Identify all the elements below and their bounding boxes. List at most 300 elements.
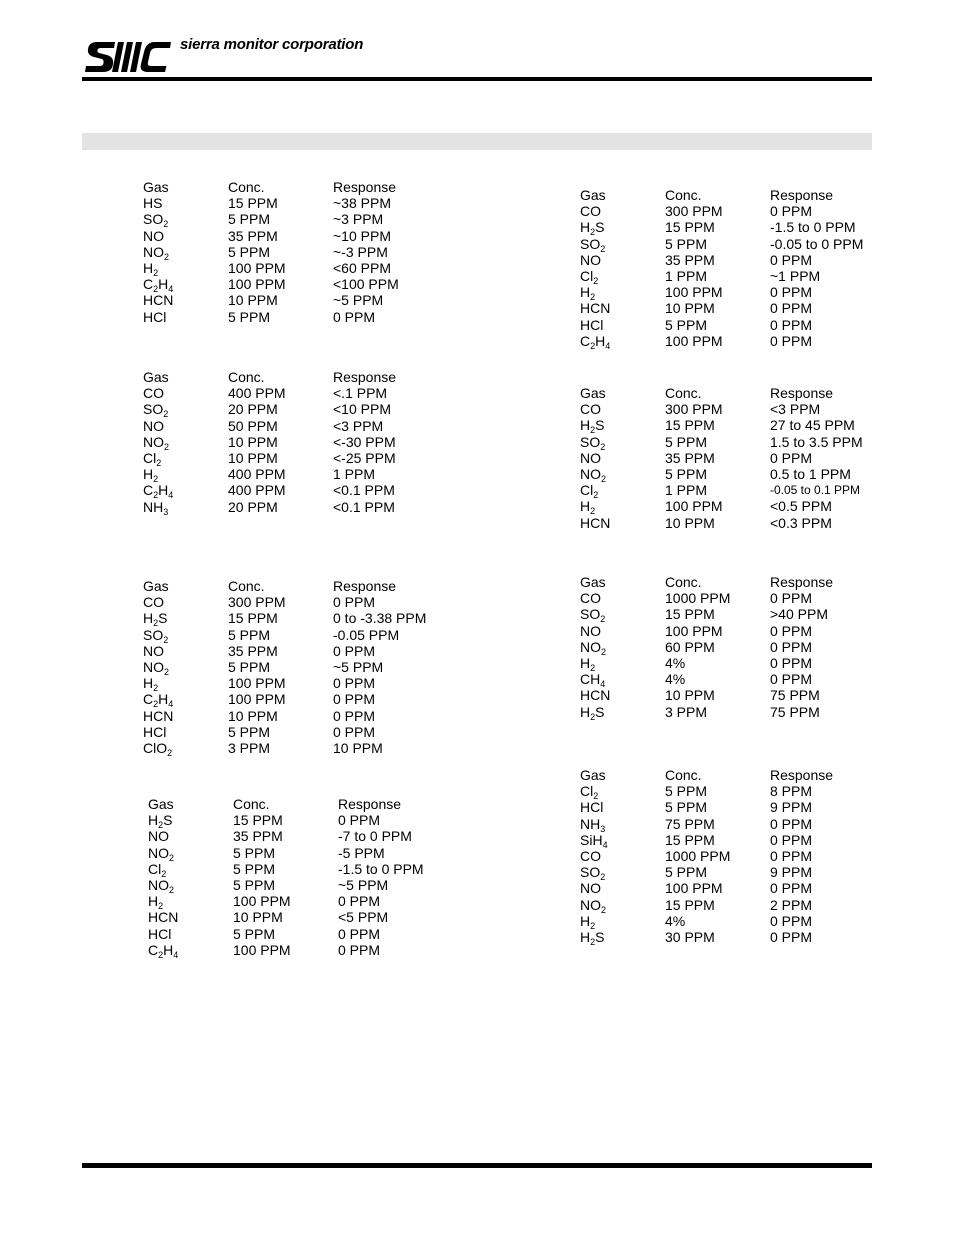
concentration-cell: 4% — [665, 912, 686, 929]
gas-cell: ClO$_2$ — [143, 740, 173, 759]
response-cell: 0.5 to 1 PPM — [770, 466, 851, 483]
concentration-cell: 60 PPM — [665, 638, 715, 655]
response-cell: 0 PPM — [770, 929, 813, 946]
column-header: Gas — [143, 179, 169, 195]
table-row — [580, 848, 833, 864]
gas-cell: $CH_4$ — [580, 671, 606, 690]
gas-cell: HCN — [580, 514, 611, 531]
gas-cell: HCN — [580, 300, 611, 317]
response-cell: 0 PPM — [770, 449, 813, 466]
concentration-cell: 10 PPM — [228, 707, 278, 724]
response-cell: <0.1 PPM — [333, 482, 395, 499]
cross-sensitivity-table-5 — [580, 187, 863, 349]
concentration-cell: 5 PPM — [665, 235, 708, 252]
footer-rule — [82, 1163, 872, 1168]
table-row — [580, 482, 863, 498]
table-row — [143, 659, 426, 675]
response-cell: -7 to 0 PPM — [338, 828, 412, 845]
table-row — [143, 708, 426, 724]
response-cell: >40 PPM — [770, 606, 828, 623]
table-row — [580, 623, 833, 639]
column-header: Conc. — [228, 369, 265, 385]
table-row — [580, 929, 833, 945]
response-cell: <60 PPM — [333, 260, 391, 277]
table-row — [143, 627, 426, 643]
table-row — [580, 284, 863, 300]
column-header: Response — [333, 179, 397, 195]
concentration-cell: 5 PPM — [665, 433, 708, 450]
response-cell: 9 PPM — [770, 864, 813, 881]
gas-cell: $NO_2$ — [143, 433, 170, 452]
concentration-cell: 10 PPM — [665, 687, 715, 704]
gas-cell: NO — [580, 449, 601, 466]
concentration-cell: 300 PPM — [665, 401, 723, 418]
table-row — [143, 482, 396, 498]
table-row — [143, 260, 399, 276]
table-row — [580, 417, 863, 433]
response-cell: -0.05 to 0 PPM — [770, 235, 864, 252]
table-row — [580, 864, 833, 880]
response-cell: 75 PPM — [770, 703, 820, 720]
concentration-cell: 15 PPM — [665, 896, 715, 913]
response-cell: 0 PPM — [333, 308, 376, 325]
gas-cell: $Cl_2$ — [580, 268, 599, 287]
table-header-row — [580, 574, 833, 590]
response-cell: ~3 PPM — [333, 211, 384, 228]
table-row — [148, 893, 424, 909]
gas-cell: HCl — [143, 723, 167, 740]
concentration-cell: 400 PPM — [228, 482, 286, 499]
gas-cell: $SO_2$ — [580, 864, 606, 883]
concentration-cell: 100 PPM — [233, 941, 291, 958]
column-header: Response — [770, 767, 834, 783]
concentration-cell: 10 PPM — [228, 292, 278, 309]
column-header: Response — [770, 385, 834, 401]
table-row — [143, 675, 426, 691]
response-cell: <3 PPM — [333, 417, 384, 434]
gas-cell: $NO_2$ — [580, 466, 607, 485]
response-cell: 1 PPM — [333, 466, 376, 483]
gas-cell: $SO_2$ — [580, 606, 606, 625]
column-header: Gas — [148, 796, 174, 812]
concentration-cell: 15 PPM — [665, 219, 715, 236]
concentration-cell: 35 PPM — [665, 251, 715, 268]
gas-cell: $H_2$ — [580, 912, 596, 931]
column-header: Conc. — [233, 796, 270, 812]
concentration-cell: 35 PPM — [233, 828, 283, 845]
response-cell: -0.05 to 0.1 PPM — [770, 483, 861, 498]
gas-cell: NO — [148, 828, 169, 845]
table-row — [148, 845, 424, 861]
column-header: Gas — [143, 578, 169, 594]
table-row — [580, 816, 833, 832]
response-cell: 0 PPM — [770, 622, 813, 639]
gas-cell: $H_2$ — [148, 893, 164, 912]
column-header: Response — [333, 369, 397, 385]
response-cell: 0 PPM — [338, 812, 381, 829]
concentration-cell: 5 PPM — [665, 864, 708, 881]
table-row — [580, 498, 863, 514]
gas-cell: $SO_2$ — [143, 626, 169, 645]
table-row — [143, 418, 396, 434]
cross-sensitivity-table-8 — [580, 767, 834, 948]
response-cell: 0 PPM — [338, 925, 381, 942]
response-cell: -0.05 PPM — [333, 626, 400, 643]
concentration-cell: 5 PPM — [665, 466, 708, 483]
concentration-cell: 10 PPM — [665, 514, 715, 531]
gas-cell: CO — [143, 385, 164, 402]
column-header: Conc. — [665, 385, 702, 401]
concentration-cell: 5 PPM — [233, 860, 276, 877]
table-row — [143, 228, 399, 244]
table-row — [580, 317, 863, 333]
response-cell: <-30 PPM — [333, 433, 396, 450]
table-row — [580, 639, 833, 655]
response-cell: ~5 PPM — [338, 877, 389, 894]
table-row — [143, 740, 426, 756]
response-cell: 0 PPM — [770, 655, 813, 672]
response-cell: <0.1 PPM — [333, 498, 395, 515]
gas-cell: $H_2$ — [143, 675, 159, 694]
table-row — [580, 219, 863, 235]
gas-cell: $H_2S$ — [148, 812, 173, 831]
concentration-cell: 35 PPM — [665, 449, 715, 466]
gas-cell: HCl — [580, 316, 604, 333]
response-cell: 0 PPM — [333, 594, 376, 611]
concentration-cell: 10 PPM — [228, 450, 278, 467]
response-cell: 10 PPM — [333, 740, 383, 757]
table-row — [580, 606, 833, 622]
section-header-band — [82, 133, 872, 150]
gas-cell: $NO_2$ — [148, 844, 175, 863]
table-row — [580, 880, 833, 896]
company-name: sierra monitor corporation — [180, 36, 364, 53]
table-row — [580, 799, 833, 815]
gas-cell: SiH$_4$ — [580, 831, 608, 850]
table-row — [143, 276, 399, 292]
gas-cell: $C_2H_4$ — [143, 482, 174, 501]
response-cell: 0 PPM — [770, 831, 813, 848]
column-header: Gas — [580, 767, 606, 783]
response-cell: 0 PPM — [770, 912, 813, 929]
response-cell: ~5 PPM — [333, 659, 384, 676]
table-row — [580, 268, 863, 284]
table-row — [143, 434, 396, 450]
response-cell: <0.5 PPM — [770, 498, 832, 515]
concentration-cell: 15 PPM — [665, 606, 715, 623]
table-row — [580, 434, 863, 450]
concentration-cell: 5 PPM — [233, 844, 276, 861]
response-cell: <.1 PPM — [333, 385, 388, 402]
response-cell: 9 PPM — [770, 799, 813, 816]
table-header-row — [143, 179, 399, 195]
table-row — [148, 861, 424, 877]
response-cell: -1.5 to 0 PPM — [770, 219, 856, 236]
table-row — [143, 724, 426, 740]
concentration-cell: 5 PPM — [228, 626, 271, 643]
gas-cell: NO — [580, 622, 601, 639]
table-row — [580, 687, 833, 703]
gas-cell: $C_2H_4$ — [580, 332, 611, 351]
table-row — [148, 926, 424, 942]
cross-sensitivity-table-3 — [143, 578, 427, 759]
concentration-cell: 1000 PPM — [665, 590, 731, 607]
gas-cell: CO — [580, 848, 601, 865]
response-cell: <10 PPM — [333, 401, 391, 418]
gas-cell: CO — [580, 401, 601, 418]
concentration-cell: 100 PPM — [228, 691, 286, 708]
table-row — [148, 942, 424, 958]
gas-cell: HCN — [143, 707, 174, 724]
smc-logo-icon — [85, 40, 173, 76]
gas-cell: HCl — [580, 799, 604, 816]
response-cell: 0 PPM — [333, 691, 376, 708]
table-row — [143, 309, 399, 325]
response-cell: 0 PPM — [333, 707, 376, 724]
concentration-cell: 10 PPM — [233, 909, 283, 926]
column-header: Conc. — [665, 767, 702, 783]
gas-cell: $Cl_2$ — [580, 482, 599, 501]
concentration-cell: 5 PPM — [665, 316, 708, 333]
table-row — [580, 401, 863, 417]
gas-cell: $H_2$ — [143, 466, 159, 485]
response-cell: 75 PPM — [770, 687, 820, 704]
table-row — [580, 590, 833, 606]
table-row — [143, 195, 399, 211]
gas-cell: $SO_2$ — [143, 401, 169, 420]
concentration-cell: 5 PPM — [228, 243, 271, 260]
concentration-cell: 15 PPM — [228, 195, 278, 212]
table-row — [143, 499, 396, 515]
cross-sensitivity-table-6 — [580, 385, 863, 531]
column-header: Gas — [580, 385, 606, 401]
table-header-row — [580, 385, 863, 401]
response-cell: 0 PPM — [770, 671, 813, 688]
gas-cell: HCN — [143, 292, 174, 309]
concentration-cell: 5 PPM — [228, 211, 271, 228]
gas-cell: $SO_2$ — [580, 433, 606, 452]
concentration-cell: 5 PPM — [228, 308, 271, 325]
table-row — [580, 897, 833, 913]
table-row — [148, 909, 424, 925]
gas-cell: HCN — [148, 909, 179, 926]
gas-cell: $NO_2$ — [580, 896, 607, 915]
response-cell: <5 PPM — [338, 909, 389, 926]
concentration-cell: 50 PPM — [228, 417, 278, 434]
concentration-cell: 15 PPM — [228, 610, 278, 627]
table-row — [143, 385, 396, 401]
concentration-cell: 100 PPM — [665, 332, 723, 349]
concentration-cell: 5 PPM — [665, 799, 708, 816]
response-cell: 0 PPM — [770, 848, 813, 865]
response-cell: -1.5 to 0 PPM — [338, 860, 424, 877]
concentration-cell: 4% — [665, 671, 686, 688]
concentration-cell: 75 PPM — [665, 815, 715, 832]
response-cell: 0 PPM — [338, 893, 381, 910]
header-rule — [82, 77, 872, 81]
column-header: Conc. — [665, 187, 702, 203]
concentration-cell: 3 PPM — [665, 703, 708, 720]
concentration-cell: 100 PPM — [228, 675, 286, 692]
concentration-cell: 400 PPM — [228, 466, 286, 483]
gas-cell: $H_2$ — [580, 284, 596, 303]
gas-cell: CO — [580, 203, 601, 220]
cross-sensitivity-table-7 — [580, 574, 833, 720]
gas-cell: $C_2H_4$ — [143, 691, 174, 710]
concentration-cell: 5 PPM — [665, 783, 708, 800]
gas-cell: $H_2S$ — [580, 219, 605, 238]
response-cell: ~10 PPM — [333, 227, 391, 244]
table-row — [143, 292, 399, 308]
table-row — [580, 671, 833, 687]
gas-cell: $NH_3$ — [580, 815, 606, 834]
gas-cell: $NO_2$ — [148, 877, 175, 896]
gas-cell: $NO_2$ — [580, 638, 607, 657]
table-row — [148, 812, 424, 828]
concentration-cell: 15 PPM — [665, 417, 715, 434]
concentration-cell: 100 PPM — [665, 880, 723, 897]
gas-cell: $NO_2$ — [143, 659, 170, 678]
concentration-cell: 100 PPM — [665, 284, 723, 301]
concentration-cell: 100 PPM — [228, 276, 286, 293]
response-cell: -5 PPM — [338, 844, 385, 861]
gas-cell: HCl — [148, 925, 172, 942]
table-row — [580, 252, 863, 268]
table-row — [143, 643, 426, 659]
gas-cell: CO — [143, 594, 164, 611]
concentration-cell: 300 PPM — [665, 203, 723, 220]
gas-cell: $H_2$ — [143, 260, 159, 279]
concentration-cell: 100 PPM — [233, 893, 291, 910]
table-row — [580, 655, 833, 671]
response-cell: 0 PPM — [333, 723, 376, 740]
response-cell: 0 PPM — [770, 590, 813, 607]
gas-cell: $C_2H_4$ — [148, 941, 179, 960]
concentration-cell: 1 PPM — [665, 482, 708, 499]
gas-cell: $C_2H_4$ — [143, 276, 174, 295]
response-cell: ~-3 PPM — [333, 243, 388, 260]
response-cell: <0.3 PPM — [770, 514, 832, 531]
table-row — [148, 877, 424, 893]
response-cell: <-25 PPM — [333, 450, 396, 467]
column-header: Response — [333, 578, 397, 594]
response-cell: 0 PPM — [338, 941, 381, 958]
table-header-row — [143, 369, 396, 385]
response-cell: 0 PPM — [770, 638, 813, 655]
table-row — [580, 704, 833, 720]
column-header: Conc. — [228, 578, 265, 594]
table-row — [580, 450, 863, 466]
table-header-row — [580, 767, 833, 783]
response-cell: 2 PPM — [770, 896, 813, 913]
table-row — [580, 333, 863, 349]
gas-cell: HCl — [143, 308, 167, 325]
concentration-cell: 20 PPM — [228, 498, 278, 515]
concentration-cell: 20 PPM — [228, 401, 278, 418]
gas-cell: $NH_3$ — [143, 498, 169, 517]
gas-cell: $H_2$ — [580, 655, 596, 674]
table-row — [143, 450, 396, 466]
table-header-row — [143, 578, 426, 594]
response-cell: 0 PPM — [770, 203, 813, 220]
gas-cell: $SO_2$ — [580, 235, 606, 254]
gas-cell: NO — [143, 227, 164, 244]
table-row — [580, 203, 863, 219]
table-row — [580, 515, 863, 531]
concentration-cell: 5 PPM — [228, 659, 271, 676]
response-cell: 0 PPM — [333, 642, 376, 659]
gas-cell: NO — [580, 880, 601, 897]
response-cell: 1.5 to 3.5 PPM — [770, 433, 863, 450]
response-cell: <100 PPM — [333, 276, 399, 293]
concentration-cell: 10 PPM — [665, 300, 715, 317]
response-cell: ~38 PPM — [333, 195, 391, 212]
gas-cell: CO — [580, 590, 601, 607]
table-header-row — [148, 796, 424, 812]
gas-cell: $H_2S$ — [580, 929, 605, 948]
response-cell: <3 PPM — [770, 401, 821, 418]
table-row — [143, 594, 426, 610]
concentration-cell: 35 PPM — [228, 227, 278, 244]
table-row — [143, 610, 426, 626]
concentration-cell: 1 PPM — [665, 268, 708, 285]
gas-cell: $H_2S$ — [580, 703, 605, 722]
gas-cell: $SO_2$ — [143, 211, 169, 230]
column-header: Response — [338, 796, 402, 812]
response-cell: 0 PPM — [770, 880, 813, 897]
table-row — [580, 783, 833, 799]
concentration-cell: 35 PPM — [228, 642, 278, 659]
table-row — [580, 832, 833, 848]
concentration-cell: 15 PPM — [233, 812, 283, 829]
response-cell: 0 PPM — [770, 284, 813, 301]
table-row — [143, 244, 399, 260]
concentration-cell: 100 PPM — [665, 622, 723, 639]
gas-cell: NO — [143, 642, 164, 659]
gas-cell: $H_2S$ — [580, 417, 605, 436]
concentration-cell: 400 PPM — [228, 385, 286, 402]
column-header: Gas — [580, 187, 606, 203]
concentration-cell: 10 PPM — [228, 433, 278, 450]
response-cell: ~5 PPM — [333, 292, 384, 309]
column-header: Response — [770, 187, 834, 203]
concentration-cell: 5 PPM — [233, 925, 276, 942]
table-header-row — [580, 187, 863, 203]
response-cell: ~1 PPM — [770, 268, 821, 285]
column-header: Conc. — [228, 179, 265, 195]
table-row — [143, 401, 396, 417]
gas-cell: HCN — [580, 687, 611, 704]
response-cell: 0 PPM — [770, 316, 813, 333]
gas-cell: HS — [143, 195, 163, 212]
column-header: Conc. — [665, 574, 702, 590]
response-cell: 0 PPM — [333, 675, 376, 692]
table-row — [580, 300, 863, 316]
gas-cell: $Cl_2$ — [148, 860, 167, 879]
table-row — [148, 828, 424, 844]
response-cell: 27 to 45 PPM — [770, 417, 855, 434]
response-cell: 0 PPM — [770, 300, 813, 317]
concentration-cell: 4% — [665, 655, 686, 672]
concentration-cell: 5 PPM — [233, 877, 276, 894]
gas-cell: $Cl_2$ — [580, 783, 599, 802]
concentration-cell: 300 PPM — [228, 594, 286, 611]
gas-cell: $H_2S$ — [143, 610, 168, 629]
gas-cell: NO — [580, 251, 601, 268]
concentration-cell: 5 PPM — [228, 723, 271, 740]
response-cell: 8 PPM — [770, 783, 813, 800]
cross-sensitivity-table-1 — [143, 179, 399, 325]
